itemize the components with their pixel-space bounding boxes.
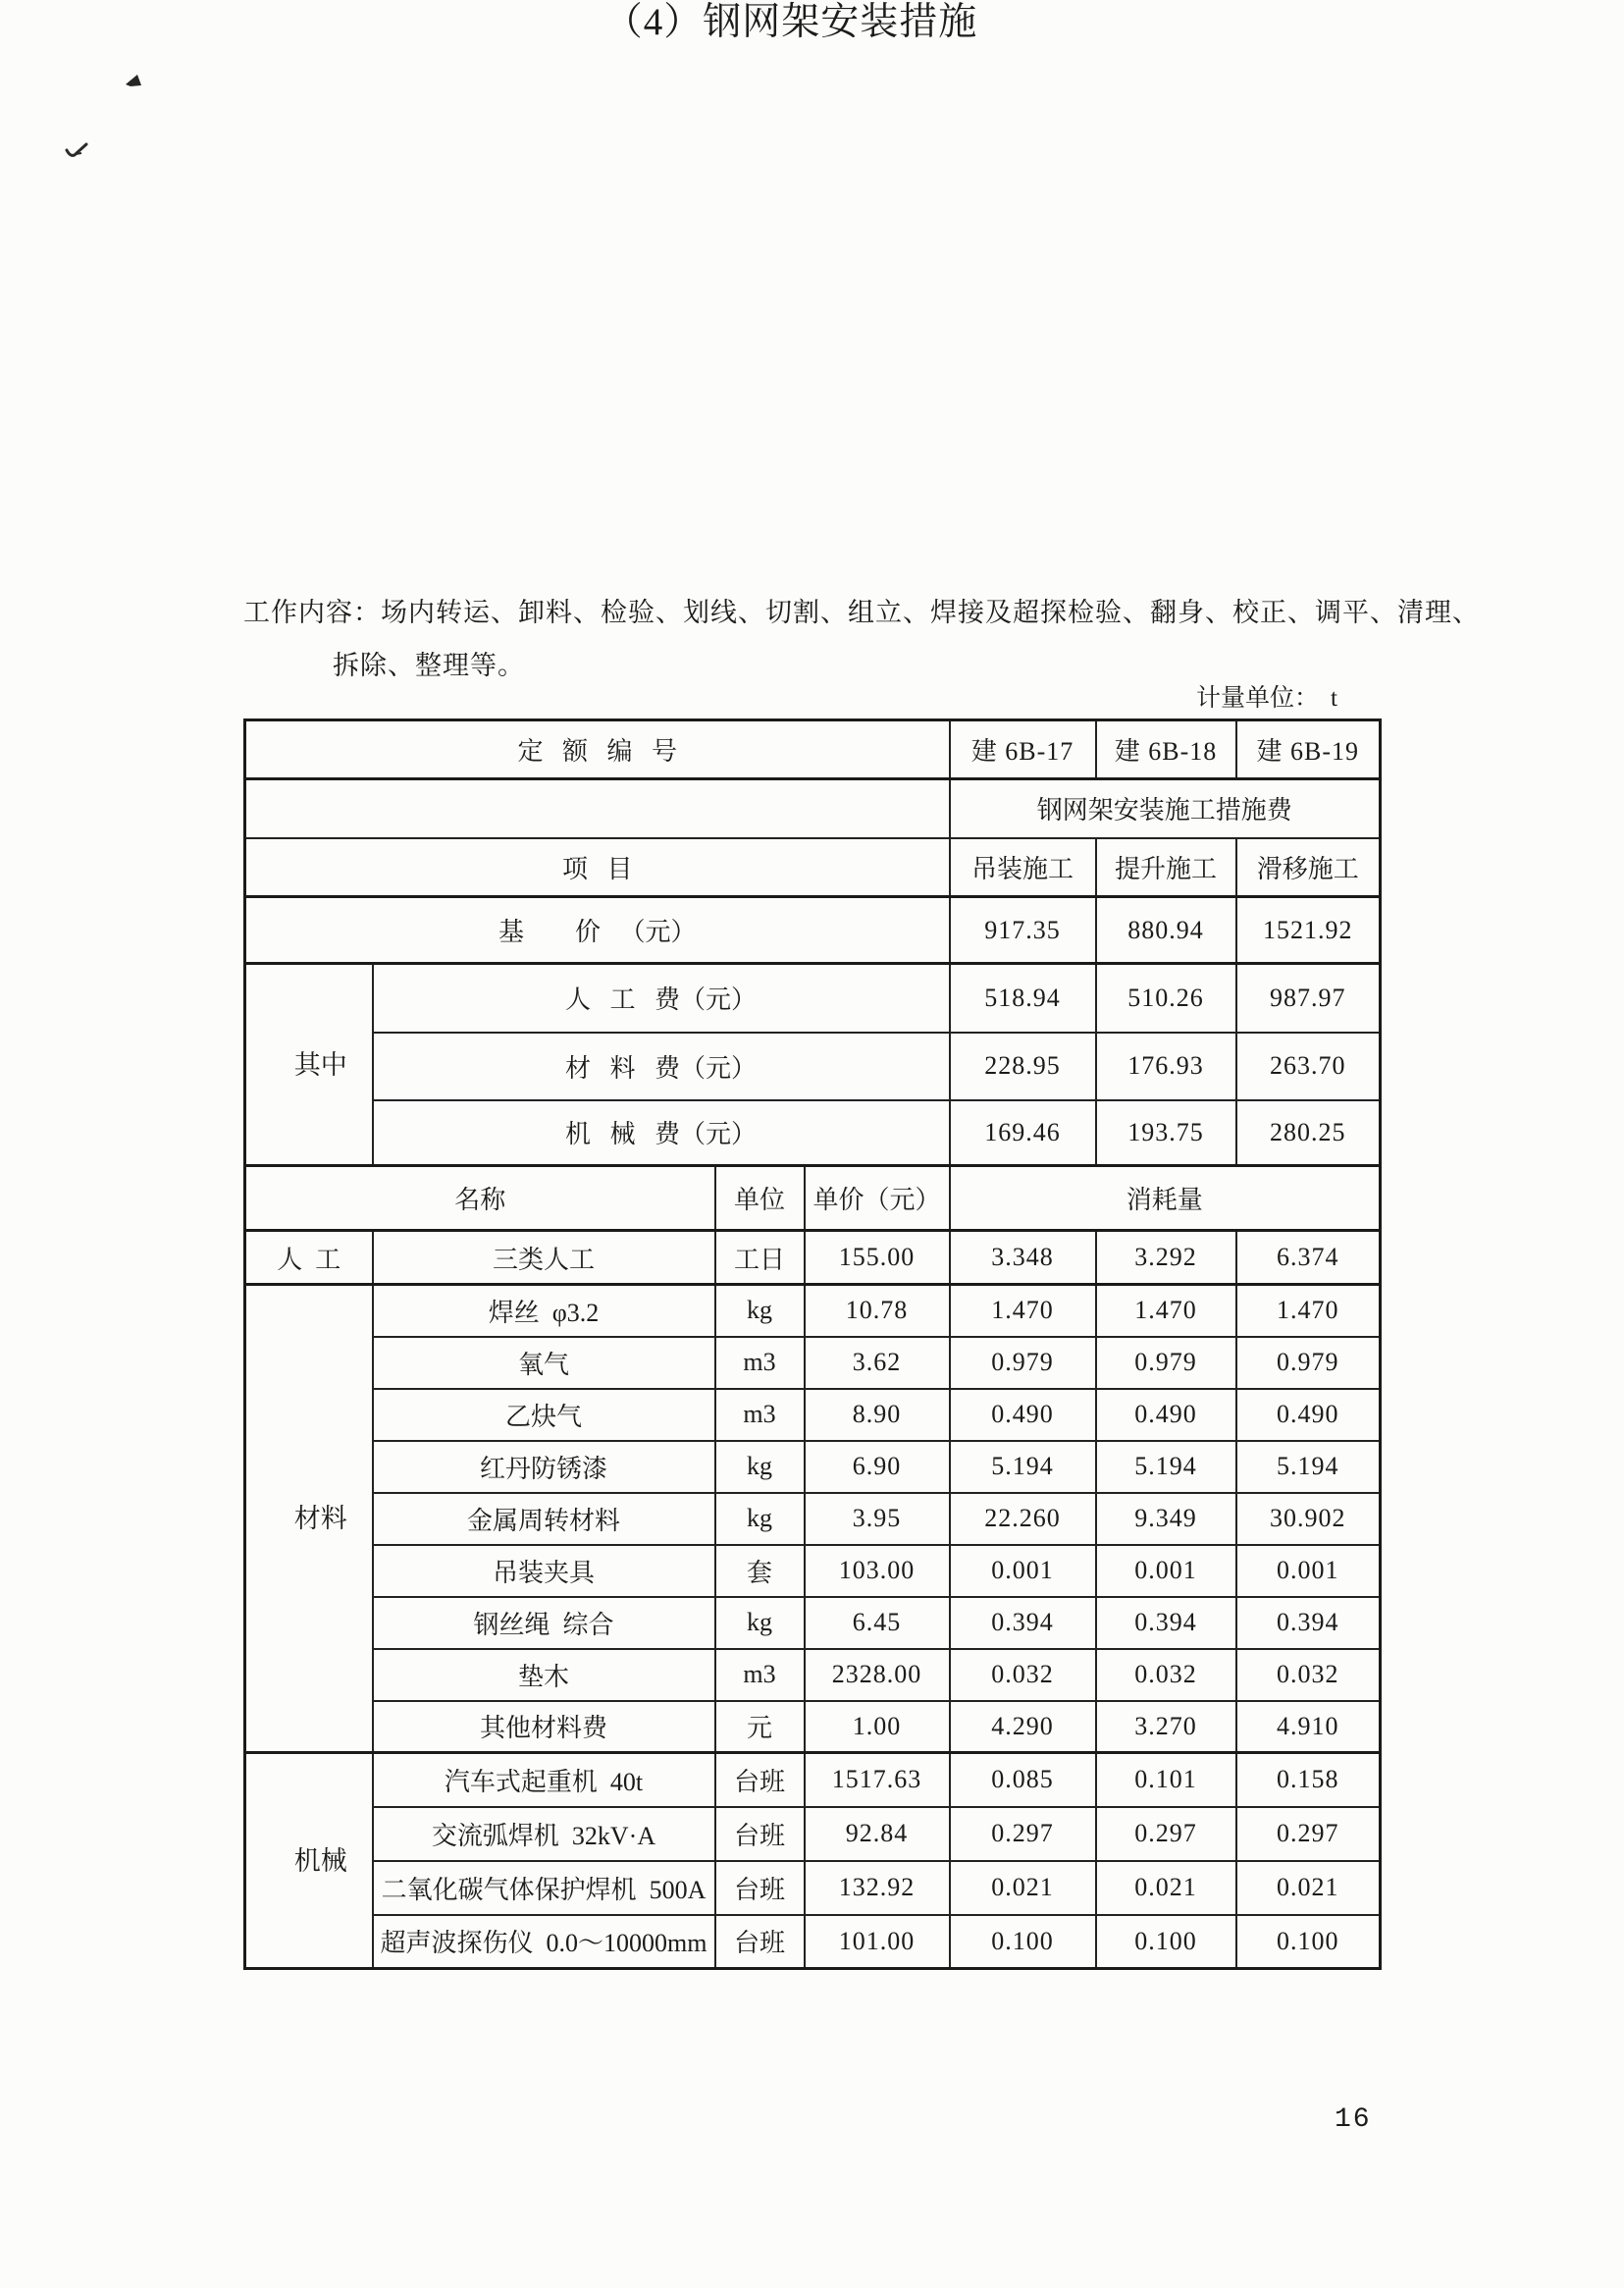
table-row [245,779,1381,838]
consumption-value: 0.297 [950,1807,1096,1861]
consumption-value: 6.374 [1236,1231,1381,1285]
consumption-value: 0.158 [1236,1753,1381,1807]
resource-price: 6.90 [805,1441,950,1493]
consumption-value: 0.001 [1096,1545,1236,1597]
consumption-value: 5.194 [950,1441,1096,1493]
labor-fee-value: 518.94 [950,964,1096,1033]
consumption-value: 30.902 [1236,1493,1381,1545]
resource-unit: kg [715,1285,805,1337]
page-title: （4）钢网架安装措施 [603,1,978,43]
resource-name: 其他材料费 [373,1701,715,1753]
item-1: 吊装施工 [950,838,1096,897]
material-section-label: 材料 [293,1504,347,1533]
material-fee-label: 材 料 费（元） [373,1033,950,1100]
consumption-value: 0.394 [1236,1597,1381,1649]
resource-price: 1.00 [805,1701,950,1753]
resource-name: 三类人工 [373,1231,715,1285]
price-header: 单价（元） [805,1166,950,1231]
resource-name: 氧气 [373,1337,715,1389]
fee-group-label: 钢网架安装施工措施费 [950,779,1381,838]
table-row [245,1285,1381,1337]
material-fee-value: 228.95 [950,1033,1096,1100]
consumption-value: 0.001 [1236,1545,1381,1597]
material-section-label-cell [245,1285,373,1753]
work-content-text-2: 拆除、整理等。 [333,651,525,680]
table-row [245,1597,1381,1649]
labor-fee-label: 人 工 费（元） [373,964,950,1033]
labor-fee-value: 510.26 [1096,964,1236,1033]
quota-code-3: 建 6B-19 [1236,720,1381,779]
name-header: 名称 [245,1166,715,1231]
material-fee-value: 176.93 [1096,1033,1236,1100]
resource-name: 吊装夹具 [373,1545,715,1597]
consumption-value: 4.290 [950,1701,1096,1753]
table-row [245,964,1381,1033]
resource-price: 3.62 [805,1337,950,1389]
resource-unit: 台班 [715,1861,805,1915]
unit-header: 单位 [715,1166,805,1231]
resource-name: 汽车式起重机 40t [373,1753,715,1807]
ink-mark [124,73,145,90]
item-label: 项 目 [245,838,950,897]
table-row [245,720,1381,779]
consumption-value: 1.470 [1096,1285,1236,1337]
item-3: 滑移施工 [1236,838,1381,897]
table-row [245,1389,1381,1441]
quota-number-label: 定 额 编 号 [245,720,950,779]
among-label-cell [245,964,373,1166]
resource-name: 红丹防锈漆 [373,1441,715,1493]
consumption-value: 9.349 [1096,1493,1236,1545]
resource-name: 焊丝 φ3.2 [373,1285,715,1337]
table-row [245,1915,1381,1969]
consumption-value: 0.490 [950,1389,1096,1441]
resource-price: 8.90 [805,1389,950,1441]
consumption-value: 0.001 [950,1545,1096,1597]
consumption-value: 0.979 [1236,1337,1381,1389]
resource-name: 垫木 [373,1649,715,1701]
resource-price: 3.95 [805,1493,950,1545]
resource-unit: m3 [715,1649,805,1701]
quota-code-1: 建 6B-17 [950,720,1096,779]
consumption-value: 0.490 [1096,1389,1236,1441]
work-content-text: 场内转运、卸料、检验、划线、切割、组立、焊接及超探检验、翻身、校正、调平、清理、 [381,598,1480,627]
consumption-value: 5.194 [1096,1441,1236,1493]
resource-price: 92.84 [805,1807,950,1861]
machine-fee-value: 169.46 [950,1100,1096,1166]
labor-section-label: 人 工 [245,1231,373,1285]
table-row [245,1033,1381,1100]
consumption-value: 22.260 [950,1493,1096,1545]
machine-section-label-cell [245,1753,373,1969]
consumption-value: 0.032 [950,1649,1096,1701]
base-price-value: 880.94 [1096,897,1236,964]
resource-price: 132.92 [805,1861,950,1915]
consumption-value: 0.101 [1096,1753,1236,1807]
table-row [245,1545,1381,1597]
resource-price: 6.45 [805,1597,950,1649]
base-price-value: 917.35 [950,897,1096,964]
measuring-unit-value: t [1331,685,1337,712]
consumption-value: 0.297 [1236,1807,1381,1861]
work-content-label: 工作内容： [243,598,381,627]
resource-name: 金属周转材料 [373,1493,715,1545]
consumption-value: 4.910 [1236,1701,1381,1753]
consumption-value: 0.100 [950,1915,1096,1969]
resource-unit: 台班 [715,1807,805,1861]
consumption-value: 0.100 [1236,1915,1381,1969]
resource-unit: 套 [715,1545,805,1597]
consumption-value: 3.270 [1096,1701,1236,1753]
consumption-value: 0.021 [1236,1861,1381,1915]
resource-name: 超声波探伤仪 0.0～10000mm [373,1915,715,1969]
consumption-value: 0.032 [1236,1649,1381,1701]
table-row [245,1701,1381,1753]
resource-unit: m3 [715,1389,805,1441]
table-row [245,1493,1381,1545]
resource-name: 二氧化碳气体保护焊机 500A [373,1861,715,1915]
consumption-value: 0.490 [1236,1389,1381,1441]
consumption-value: 0.085 [950,1753,1096,1807]
material-fee-value: 263.70 [1236,1033,1381,1100]
consumption-value: 3.348 [950,1231,1096,1285]
consumption-header: 消耗量 [950,1166,1381,1231]
item-2: 提升施工 [1096,838,1236,897]
consumption-value: 0.032 [1096,1649,1236,1701]
quota-table [243,718,1382,1970]
resource-price: 10.78 [805,1285,950,1337]
resource-unit: 台班 [715,1915,805,1969]
consumption-value: 5.194 [1236,1441,1381,1493]
ink-mark [65,141,94,161]
resource-unit: 台班 [715,1753,805,1807]
consumption-value: 0.100 [1096,1915,1236,1969]
blank-cell [245,779,950,838]
resource-price: 1517.63 [805,1753,950,1807]
page-number: 16 [1335,2104,1372,2135]
consumption-value: 3.292 [1096,1231,1236,1285]
consumption-value: 0.394 [1096,1597,1236,1649]
base-price-value: 1521.92 [1236,897,1381,964]
base-price-label: 基 价 （元） [245,897,950,964]
resource-unit: 工日 [715,1231,805,1285]
table-row [245,1441,1381,1493]
consumption-value: 0.979 [950,1337,1096,1389]
consumption-value: 1.470 [1236,1285,1381,1337]
resource-name: 钢丝绳 综合 [373,1597,715,1649]
consumption-value: 0.394 [950,1597,1096,1649]
table-row [245,1337,1381,1389]
table-row [245,897,1381,964]
table-row [245,1649,1381,1701]
table-row [245,1861,1381,1915]
machine-section-label: 机械 [293,1845,347,1876]
resource-name: 交流弧焊机 32kV·A [373,1807,715,1861]
table-row [245,1166,1381,1231]
resource-price: 2328.00 [805,1649,950,1701]
consumption-value: 0.297 [1096,1807,1236,1861]
machine-fee-value: 280.25 [1236,1100,1381,1166]
consumption-value: 0.021 [1096,1861,1236,1915]
resource-unit: kg [715,1493,805,1545]
among-label: 其中 [293,1049,347,1080]
resource-price: 103.00 [805,1545,950,1597]
machine-fee-value: 193.75 [1096,1100,1236,1166]
table-row [245,1100,1381,1166]
resource-unit: m3 [715,1337,805,1389]
labor-fee-value: 987.97 [1236,964,1381,1033]
table-row [245,1231,1381,1285]
resource-unit: kg [715,1441,805,1493]
measuring-unit-note [981,678,1337,714]
resource-unit: kg [715,1597,805,1649]
resource-name: 乙炔气 [373,1389,715,1441]
consumption-value: 0.979 [1096,1337,1236,1389]
work-content-line [243,596,1480,630]
quota-code-2: 建 6B-18 [1096,720,1236,779]
resource-unit: 元 [715,1701,805,1753]
resource-price: 101.00 [805,1915,950,1969]
resource-price: 155.00 [805,1231,950,1285]
machine-fee-label: 机 械 费（元） [373,1100,950,1166]
measuring-unit-label: 计量单位： [1196,685,1320,712]
table-row [245,838,1381,897]
table-row [245,1753,1381,1807]
consumption-value: 1.470 [950,1285,1096,1337]
table-row [245,1807,1381,1861]
consumption-value: 0.021 [950,1861,1096,1915]
